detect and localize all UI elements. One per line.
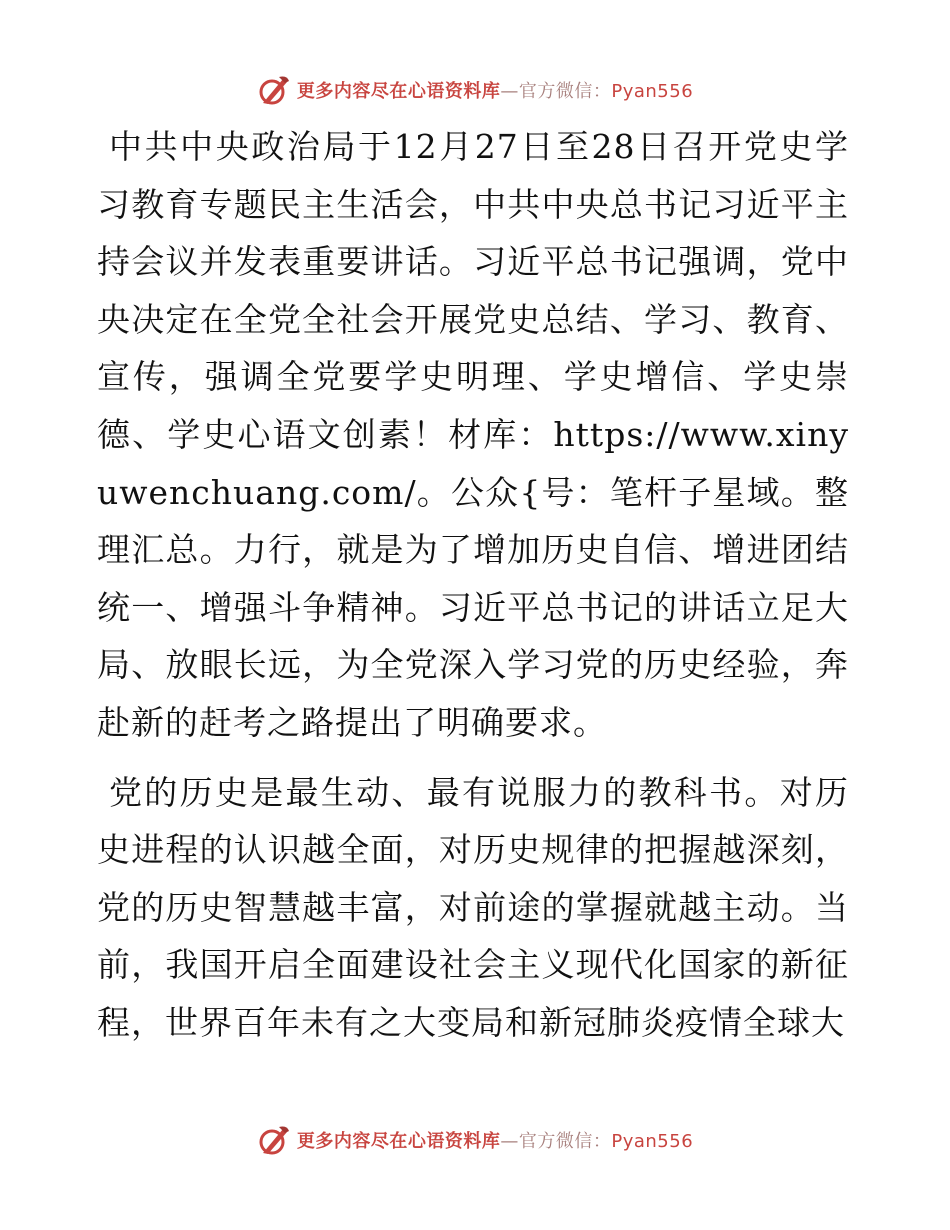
watermark-wechat-label: 官方微信： [518, 1131, 612, 1152]
watermark-site: 更多内容尽在心语资料库 [296, 81, 501, 102]
watermark-site: 更多内容尽在心语资料库 [296, 1131, 501, 1152]
watermark-wechat-id: Pyan556 [611, 81, 694, 102]
watermark-text [297, 77, 693, 103]
footer-watermark [0, 1120, 950, 1160]
header-watermark [0, 70, 950, 110]
watermark-text [297, 1127, 693, 1153]
document-body [97, 118, 849, 1052]
watermark-separator: — [500, 81, 519, 102]
quill-pen-logo-icon [257, 1123, 291, 1157]
paragraph-1: 中共中央政治局于12月27日至28日召开党史学习教育专题民主生活会，中共中央总书记习近平主持会议并发表重要讲话。习近平总书记强调，党中央决定在全党全社会开展党史总结、学习、教育、宣传，强调全党要学史明理、学史增信、学史崇德、学史心语文创素！材库：https://www.xinyuwenchuang.com/。公众{号：笔杆子星域。整理汇总。力行，就是为了增加历史自信、增进团结统一、增强斗争精神。习近平总书记的讲话立足大局、放眼长远，为全党深入学习党的历史经验，奔赴新的赶考之路提出了明确要求。 [97, 127, 849, 742]
watermark-separator: — [500, 1131, 519, 1152]
watermark-wechat-id: Pyan556 [611, 1131, 694, 1152]
watermark-wechat-label: 官方微信： [518, 81, 612, 102]
paragraph-2: 党的历史是最生动、最有说服力的教科书。对历史进程的认识越全面，对历史规律的把握越深刻，党的历史智慧越丰富，对前途的掌握就越主动。当前，我国开启全面建设社会主义现代化国家的新征程，世界百年未有之大变局和新冠肺炎疫情全球大 [97, 772, 849, 1042]
quill-pen-logo-icon [257, 73, 291, 107]
